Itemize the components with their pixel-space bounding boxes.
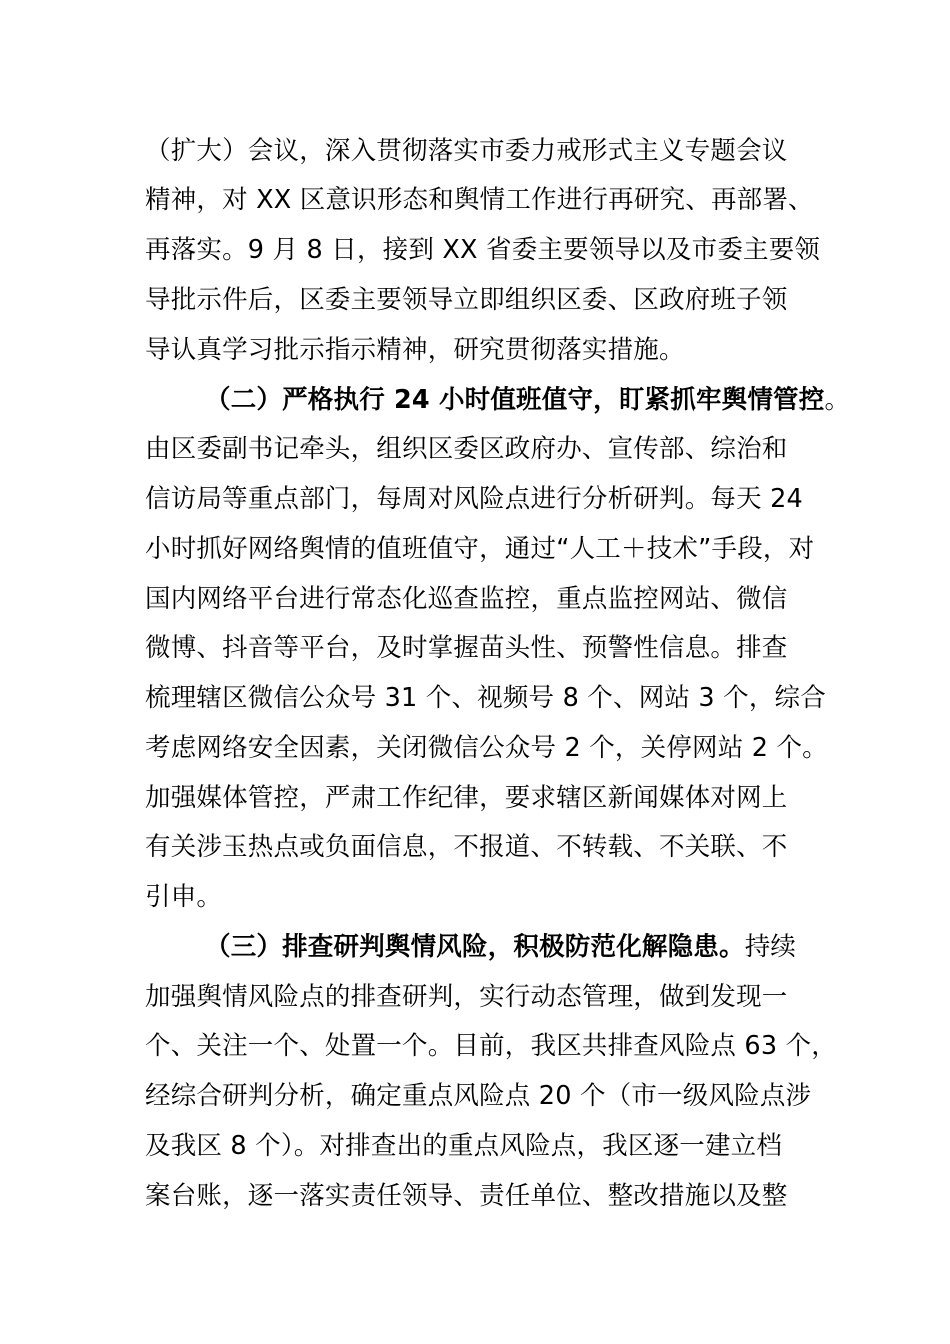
paragraph-line: 考虑网络安全因素，关闭微信公众号 2 个，关停网站 2 个。 [145, 733, 828, 763]
section-heading-3 [205, 931, 796, 963]
paragraph-line: 案台账，逐一落实责任领导、责任单位、整改措施以及整 [145, 1181, 788, 1211]
section-heading-2-end: 。 [824, 385, 851, 415]
paragraph-line: 引申。 [145, 882, 223, 912]
paragraph-line: 微博、抖音等平台，及时掌握苗头性、预警性信息。排查 [145, 633, 788, 663]
paragraph-line: 及我区 8 个）。对排查出的重点风险点，我区逐一建立档 [145, 1131, 783, 1161]
paragraph-line: 加强媒体管控，严肃工作纪律，要求辖区新闻媒体对网上 [145, 783, 788, 813]
paragraph-line: 再落实。9 月 8 日，接到 XX 省委主要领导以及市委主要领 [145, 235, 821, 265]
section-heading-2-title: （二）严格执行 24 小时值班值守，盯紧抓牢舆情管控 [205, 385, 825, 415]
paragraph-line: 由区委副书记牵头，组织区委区政府办、宣传部、综治和 [145, 434, 788, 464]
paragraph-line: 加强舆情风险点的排查研判，实行动态管理，做到发现一 [145, 982, 788, 1012]
paragraph-line: 导认真学习批示指示精神，研究贯彻落实措施。 [145, 335, 685, 365]
section-heading-2 [205, 384, 850, 416]
paragraph-line: 个、关注一个、处置一个。目前，我区共排查风险点 63 个， [145, 1031, 837, 1061]
paragraph-line: 小时抓好网络舆情的值班值守，通过“人工＋技术”手段，对 [145, 534, 815, 564]
paragraph-line: 国内网络平台进行常态化巡查监控，重点监控网站、微信 [145, 584, 788, 614]
paragraph-line: 梳理辖区微信公众号 31 个、视频号 8 个、网站 3 个，综合 [145, 683, 826, 713]
section-heading-3-rest: 持续 [744, 932, 797, 962]
paragraph-line: 有关涉玉热点或负面信息，不报道、不转载、不关联、不 [145, 832, 788, 862]
paragraph-line: （扩大）会议，深入贯彻落实市委力戒形式主义专题会议 [145, 136, 788, 166]
paragraph-line: 精神，对 XX 区意识形态和舆情工作进行再研究、再部署、 [145, 185, 814, 215]
paragraph-line: 信访局等重点部门，每周对风险点进行分析研判。每天 24 [145, 484, 803, 514]
paragraph-line: 经综合研判分析，确定重点风险点 20 个（市一级风险点涉 [145, 1081, 812, 1111]
section-heading-3-title: （三）排查研判舆情风险，积极防范化解隐患。 [205, 932, 745, 962]
paragraph-line: 导批示件后，区委主要领导立即组织区委、区政府班子领 [145, 285, 788, 315]
